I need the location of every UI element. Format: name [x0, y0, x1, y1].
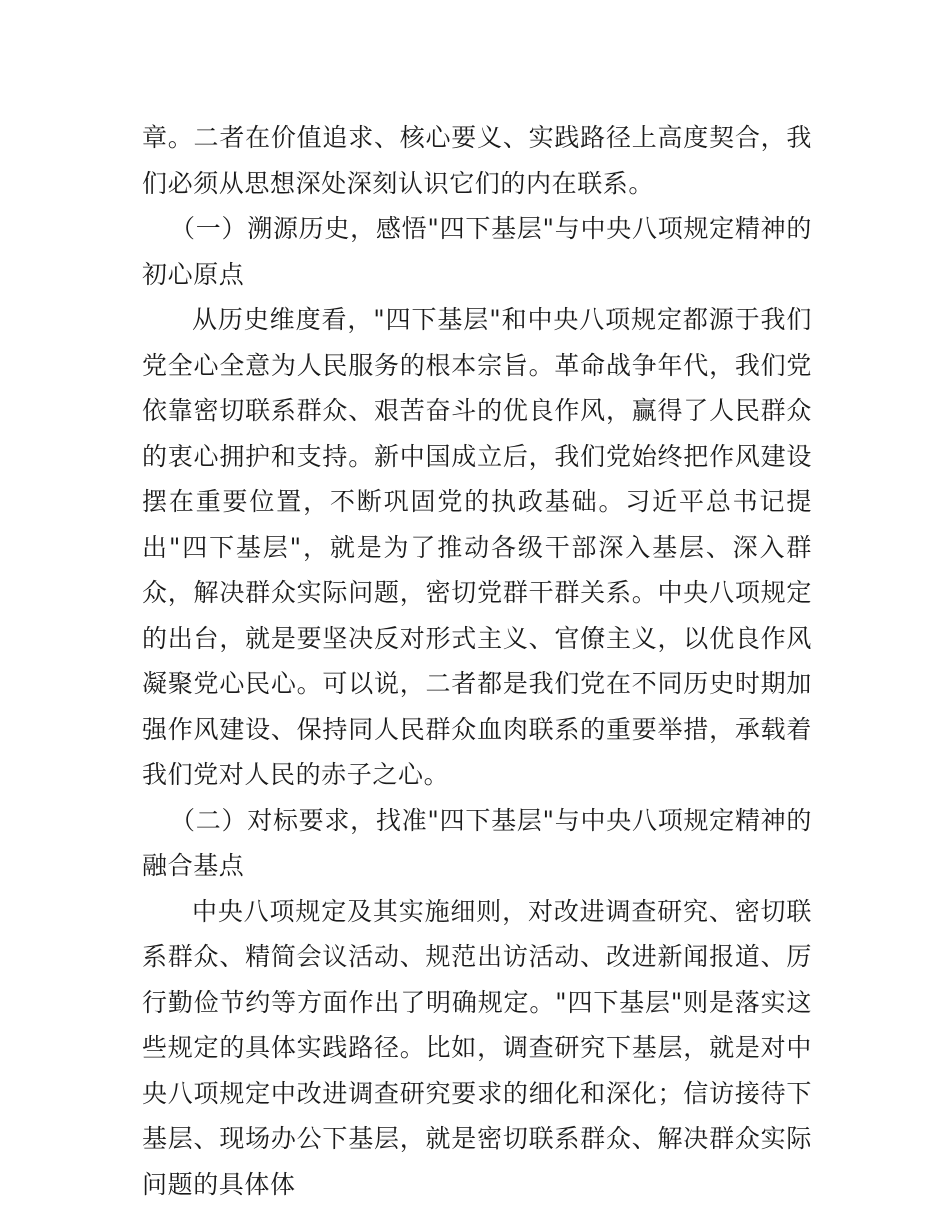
document-body [142, 115, 812, 1207]
section-heading-2: （二）对标要求，找准"四下基层"与中央八项规定精神的融合基点 [142, 805, 812, 880]
paragraph-history: 从历史维度看，"四下基层"和中央八项规定都源于我们党全心全意为人民服务的根本宗旨。革命战争年代，我们党依靠密切联系群众、艰苦奋斗的优良作风，赢得了人民群众的衷心拥护和支持。新中国成立后，我们党始终把作风建设摆在重要位置，不断巩固党的执政基础。习近平总书记提出"四下基层"，就是为了推动各级干部深入基层、深入群众，解决群众实际问题，密切党群干群关系。中央八项规定的出台，就是要坚决反对形式主义、官僚主义，以优良作风凝聚党心民心。可以说，二者都是我们党在不同历史时期加强作风建设、保持同人民群众血肉联系的重要举措，承载着我们党对人民的赤子之心。 [142, 305, 812, 789]
paragraph-requirements: 中央八项规定及其实施细则，对改进调查研究、密切联系群众、精简会议活动、规范出访活动、改进新闻报道、厉行勤俭节约等方面作出了明确规定。"四下基层"则是落实这些规定的具体实践路径。比如，调查研究下基层，就是对中央八项规定中改进调查研究要求的细化和深化；信访接待下基层、现场办公下基层，就是密切联系群众、解决群众实际问题的具体体 [142, 896, 812, 1199]
section-heading-1: （一）溯源历史，感悟"四下基层"与中央八项规定精神的初心原点 [142, 214, 812, 289]
paragraph-continuation: 章。二者在价值追求、核心要义、实践路径上高度契合，我们必须从思想深处深刻认识它们的内在联系。 [142, 123, 812, 198]
